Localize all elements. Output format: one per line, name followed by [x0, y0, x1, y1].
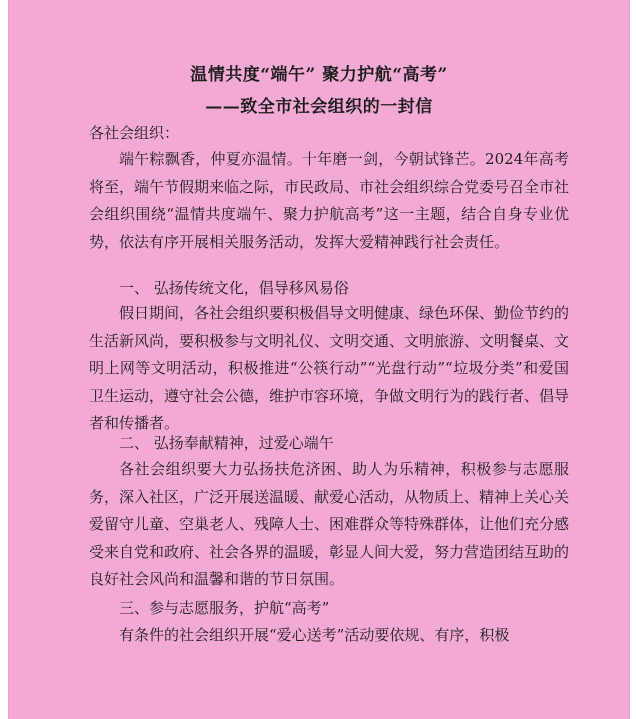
section-2-heading: 二、 弘扬奉献精神，过爱心端午 [119, 434, 334, 452]
section-1-paragraph: 假日期间，各社会组织要积极倡导文明健康、绿色环保、勤俭节约的生活新风尚，要积极参与文明礼仪、文明交通、文明旅游、文明餐桌、文明上网等文明活动，积极推进“公筷行动”“光盘行动”“垃圾分类”和爱国卫生运动，遵守社会公德，维护市容环境，争做文明行为的践行者、倡导者和传播者。 [89, 304, 570, 432]
letter-title: 温情共度“端午” 聚力护航“高考” [190, 65, 448, 85]
section-2-paragraph: 各社会组织要大力弘扬扶危济困、助人为乐精神，积极参与志愿服务，深入社区，广泛开展送温暖、献爱心活动，从物质上、精神上关心关爱留守儿童、空巢老人、残障人士、困难群众等特殊群体，让他们充分感受来自党和政府、社会各界的温暖，彰显人间大爱，努力营造团结互助的良好社会风尚和温馨和谐的节日氛围。 [89, 460, 570, 588]
section-3-heading: 三、参与志愿服务，护航“高考” [119, 599, 330, 617]
section-1-heading: 一、 弘扬传统文化，倡导移风易俗 [119, 279, 349, 297]
salutation: 各社会组织： [89, 124, 180, 142]
section-3-paragraph: 有条件的社会组织开展“爱心送考”活动要依规、有序，积极 [119, 626, 510, 644]
letter-page [8, 0, 630, 719]
letter-subtitle: ——致全市社会组织的一封信 [205, 97, 433, 117]
intro-paragraph: 端午粽飘香，仲夏亦温情。十年磨一剑，今朝试锋芒。2024年高考将至，端午节假期来临之际，市民政局、市社会组织综合党委号召全市社会组织围绕“温情共度端午、聚力护航高考”这一主题，结合自身专业优势，依法有序开展相关服务活动，发挥大爱精神践行社会责任。 [89, 150, 570, 251]
